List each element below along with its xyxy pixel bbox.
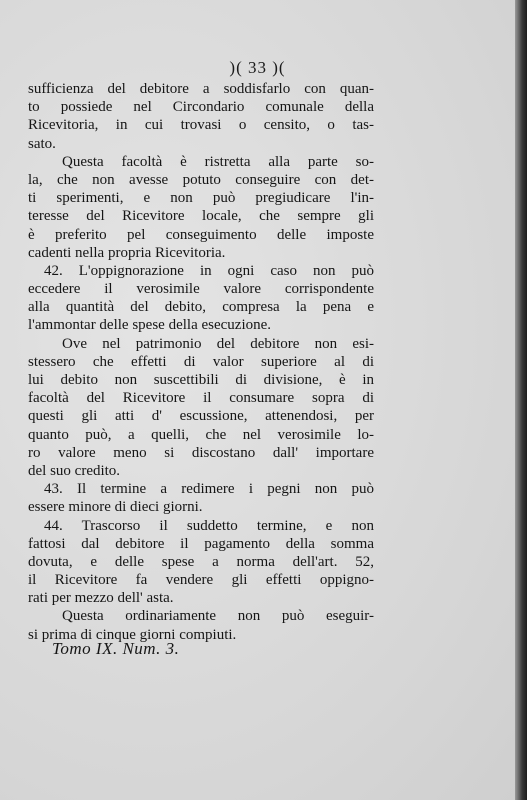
text-line: 44. Trascorso il suddetto termine, e non [44, 517, 374, 534]
text-line: ro valore meno si discostano dall' importare [28, 444, 374, 461]
text-line: del suo credito. [28, 462, 121, 479]
text-line: teresse del Ricevitore locale, che sempre gli [28, 208, 374, 225]
text-line: dovuta, e delle spese a norma dell'art. 52, [28, 553, 374, 570]
page-body [28, 80, 374, 644]
text-line: 42. L'oppignorazione in ogni caso non può [44, 262, 374, 279]
text-line: quanto può, a quelli, che nel verosimile lo- [28, 426, 374, 443]
text-line: to possiede nel Circondario comunale della [28, 99, 374, 116]
text-line: essere minore di dieci giorni. [28, 499, 203, 516]
text-line: cadenti nella propria Ricevitoria. [28, 244, 226, 261]
book-edge [515, 0, 527, 800]
text-line: alla quantità del debito, compresa la pena e [28, 299, 374, 316]
text-line: la, che non avesse potuto conseguire con det- [28, 171, 374, 188]
text-line: sufficienza del debitore a soddisfarlo con quan- [28, 81, 374, 97]
text-line: lui debito non suscettibili di divisione, è in [28, 372, 374, 388]
text-line: si prima di cinque giorni compiuti. [28, 626, 237, 643]
text-line: Questa ordinariamente non può eseguir- [62, 608, 374, 625]
text-line: il Ricevitore fa vendere gli effetti oppigno- [28, 572, 374, 589]
text-line: questi gli atti d' escussione, attenendosi, per [28, 408, 374, 425]
text-line: rati per mezzo dell' asta. [28, 590, 174, 607]
text-line: stessero che effetti di valor superiore al di [28, 353, 374, 370]
footer-signature: Tomo IX. Num. 3. [52, 639, 180, 658]
text-line: facoltà del Ricevitore il consumare sopra di [28, 390, 374, 407]
text-line: 43. Il termine a redimere i pegni non può [44, 481, 374, 498]
text-line: è preferito pel conseguimento delle imposte [28, 226, 374, 243]
text-line: Ove nel patrimonio del debitore non esi- [62, 335, 374, 352]
text-line: fattosi dal debitore il pagamento della somma [28, 535, 374, 552]
text-line: sato. [28, 135, 56, 152]
page-header: )( 33 )( [229, 58, 286, 77]
text-line: l'ammontar delle spese della esecuzione. [28, 317, 272, 334]
text-line: ti sperimenti, e non può pregiudicare l'in- [28, 190, 374, 207]
text-line: Questa facoltà è ristretta alla parte so- [62, 153, 374, 170]
text-line: Ricevitoria, in cui trovasi o censito, o tas- [28, 117, 374, 134]
text-line: eccedere il verosimile valore corrispondente [28, 281, 374, 298]
